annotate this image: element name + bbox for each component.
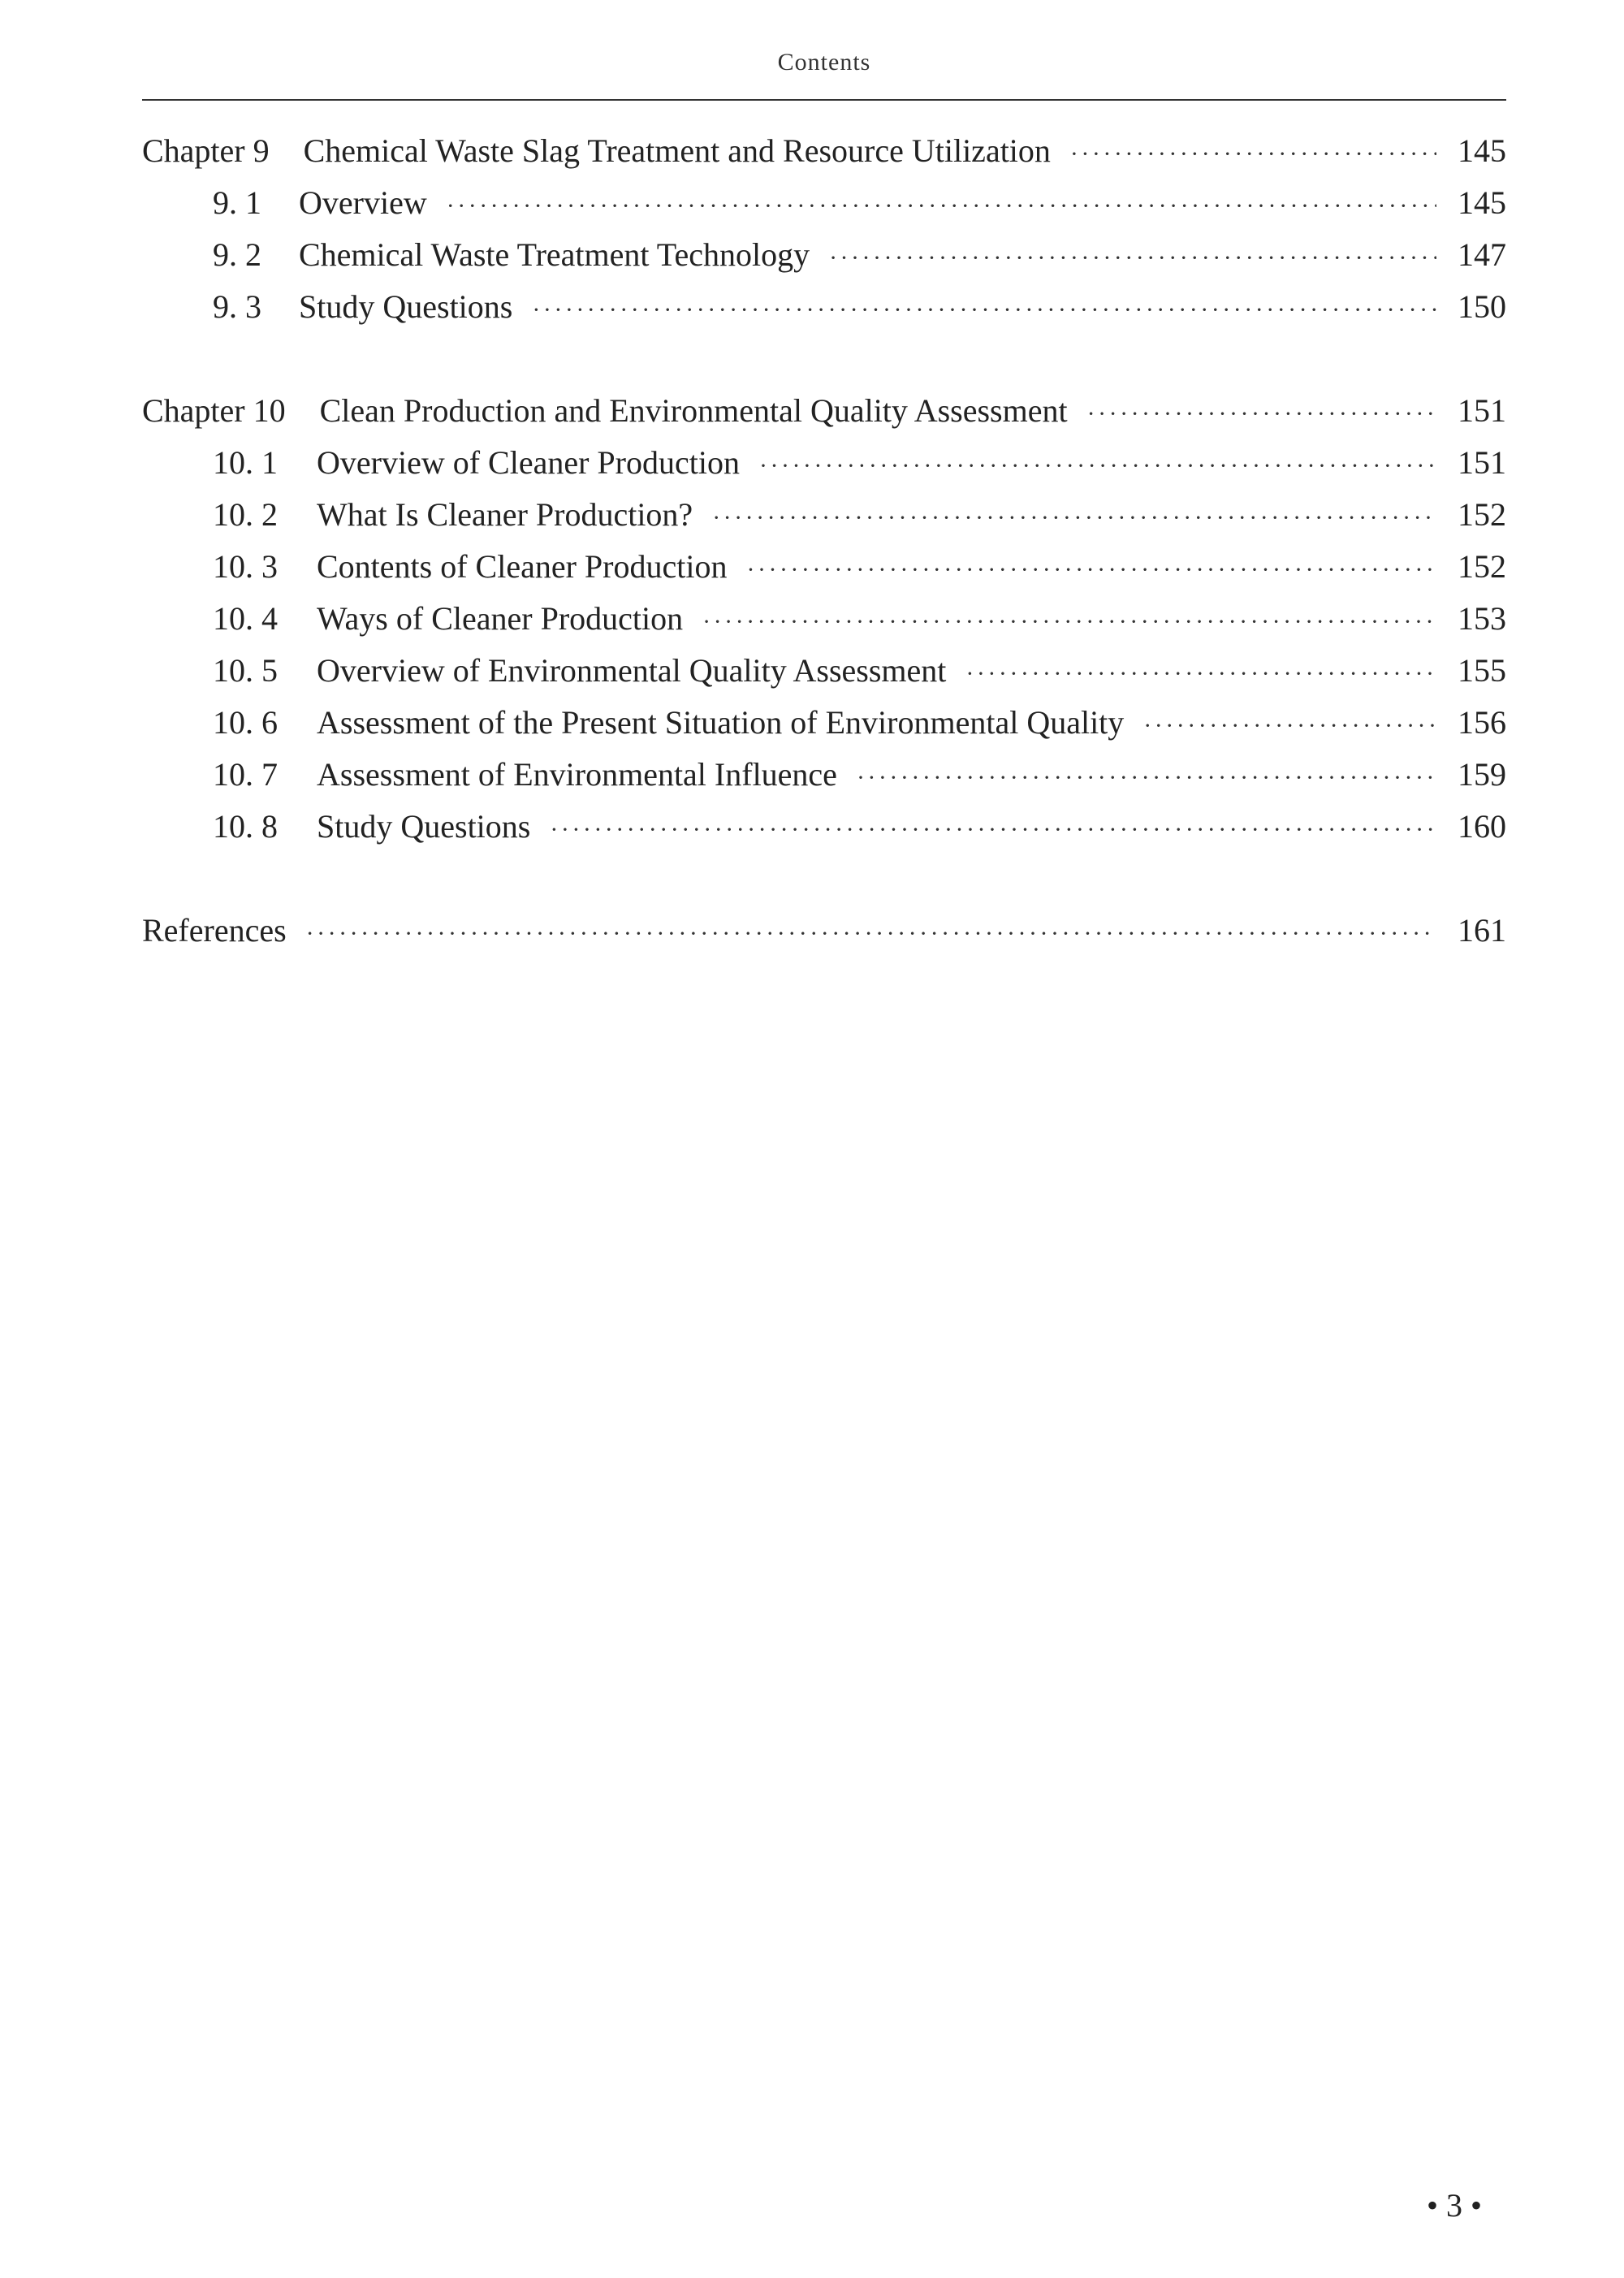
toc-page-number: 151: [1458, 392, 1506, 429]
toc-entry-title: Chemical Waste Slag Treatment and Resource Utilization: [303, 132, 1051, 169]
toc-entry-title: Chemical Waste Treatment Technology: [299, 236, 810, 273]
dot-leader: [702, 608, 1436, 636]
toc-entry-section-10-1[interactable]: [142, 443, 1506, 495]
toc-entry-section-9-1[interactable]: [142, 184, 1506, 236]
dot-leader: [1087, 400, 1436, 428]
toc-section-number: 10. 3: [213, 548, 278, 585]
page-number: 3: [1445, 2187, 1462, 2224]
toc-entry-title: Overview of Cleaner Production: [317, 444, 740, 481]
toc-entry-chapter-9[interactable]: [142, 132, 1506, 184]
toc-entry-title: Ways of Cleaner Production: [317, 600, 684, 637]
toc-section-number: 10. 6: [213, 704, 278, 741]
toc-entry-section-10-2[interactable]: [142, 495, 1506, 547]
dot-leader: [1143, 712, 1436, 740]
toc-section-number: 10. 8: [213, 808, 278, 845]
toc-entry-section-10-7[interactable]: [142, 755, 1506, 807]
footer-bullet-left: •: [1426, 2187, 1446, 2224]
toc-page-number: 147: [1458, 236, 1506, 273]
table-of-contents: [142, 132, 1506, 963]
toc-page-number: 145: [1458, 132, 1506, 169]
toc-entry-title: Study Questions: [299, 288, 513, 325]
toc-entry-chapter-10[interactable]: [142, 391, 1506, 443]
toc-page-number: 145: [1458, 184, 1506, 221]
toc-chapter-number: Chapter 10: [142, 392, 286, 429]
dot-leader: [712, 504, 1436, 532]
dot-leader: [306, 920, 1436, 948]
toc-page-number: 156: [1458, 704, 1506, 741]
toc-entry-title: Overview of Environmental Quality Assessment: [317, 652, 947, 689]
toc-section-number: 10. 5: [213, 652, 278, 689]
toc-entry-title: Study Questions: [317, 808, 531, 845]
header-rule: [142, 99, 1506, 101]
toc-page-number: 155: [1458, 652, 1506, 689]
page-footer: [1427, 2186, 1482, 2224]
dot-leader: [1070, 140, 1436, 168]
toc-entry-section-9-2[interactable]: [142, 236, 1506, 287]
toc-entry-title: Contents of Cleaner Production: [317, 548, 728, 585]
toc-entry-title: References: [142, 912, 287, 949]
toc-entry-section-9-3[interactable]: [142, 287, 1506, 339]
toc-entry-section-10-6[interactable]: [142, 703, 1506, 755]
toc-section-number: 10. 4: [213, 600, 278, 637]
toc-page-number: 150: [1458, 288, 1506, 325]
toc-section-number: 10. 2: [213, 496, 278, 533]
toc-entry-references[interactable]: [142, 911, 1506, 963]
dot-leader: [965, 660, 1436, 688]
toc-section-number: 9. 1: [213, 184, 261, 221]
toc-entry-title: Assessment of Environmental Influence: [317, 756, 837, 793]
toc-entry-title: Clean Production and Environmental Quality Assessment: [319, 392, 1068, 429]
footer-bullet-right: •: [1462, 2187, 1482, 2224]
dot-leader: [829, 244, 1436, 272]
toc-entry-title: What Is Cleaner Production?: [317, 496, 693, 533]
dot-leader: [759, 452, 1436, 480]
dot-leader: [447, 192, 1436, 220]
toc-section-number: 10. 7: [213, 756, 278, 793]
toc-section-number: 10. 1: [213, 444, 278, 481]
toc-entry-section-10-4[interactable]: [142, 599, 1506, 651]
toc-page-number: 161: [1458, 912, 1506, 949]
toc-entry-section-10-3[interactable]: [142, 547, 1506, 599]
dot-leader: [857, 764, 1436, 792]
toc-entry-title: Assessment of the Present Situation of Environmental Quality: [317, 704, 1125, 741]
toc-chapter-number: Chapter 9: [142, 132, 270, 169]
toc-entry-title: Overview: [299, 184, 427, 221]
toc-section-number: 9. 2: [213, 236, 261, 273]
toc-page-number: 152: [1458, 496, 1506, 533]
toc-page-number: 151: [1458, 444, 1506, 481]
dot-leader: [532, 296, 1436, 324]
dot-leader: [746, 556, 1436, 584]
toc-section-number: 9. 3: [213, 288, 261, 325]
running-header: Contents: [777, 49, 871, 76]
toc-page-number: 153: [1458, 600, 1506, 637]
toc-page-number: 152: [1458, 548, 1506, 585]
toc-entry-section-10-8[interactable]: [142, 807, 1506, 859]
toc-page-number: 160: [1458, 808, 1506, 845]
dot-leader: [550, 816, 1436, 844]
toc-entry-section-10-5[interactable]: [142, 651, 1506, 703]
toc-page-number: 159: [1458, 756, 1506, 793]
